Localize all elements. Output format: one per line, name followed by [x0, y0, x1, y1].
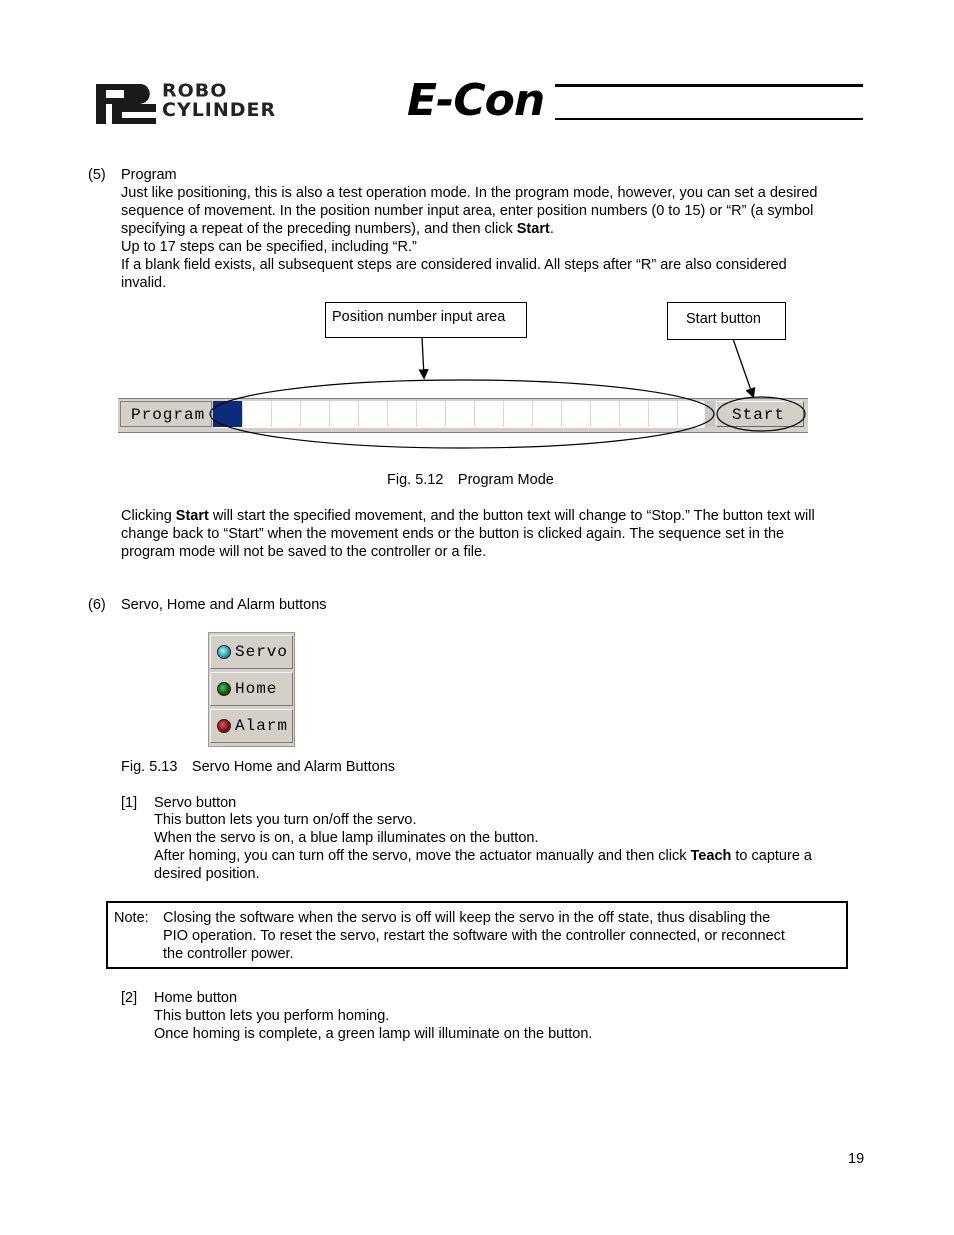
input-area-ellipse [210, 380, 714, 448]
section-5-line-4: Up to 17 steps can be specified, including “R.” [121, 239, 417, 255]
fig-5-12-caption: Fig. 5.12 Program Mode [387, 472, 554, 488]
home-lamp-icon [217, 682, 231, 696]
note-line-2: PIO operation. To reset the servo, restart the software with the controller connected, or reconnect [163, 928, 785, 944]
page-number: 19 [848, 1151, 865, 1167]
section-6-title: Servo, Home and Alarm buttons [121, 597, 327, 613]
item-2-line-1: This button lets you perform homing. [154, 1008, 390, 1024]
section-5-line-1: Just like positioning, this is also a test operation mode. In the program mode, however, you can set a desired [121, 185, 818, 201]
item-2-line-2: Once homing is complete, a green lamp will illuminate on the button. [154, 1026, 593, 1042]
section-5-title: Program [121, 167, 177, 183]
servo-button-label: Servo [235, 643, 289, 661]
start-para-line-2: change back to “Start” when the movement ends or the button is clicked again. The sequence set in the [121, 526, 785, 542]
start-button-ellipse [717, 397, 805, 431]
section-5-line-3: specifying a repeat of the preceding numbers), and then click Start. [121, 221, 554, 237]
start-button[interactable]: Start [716, 401, 804, 427]
item-2-number: [2] [121, 990, 138, 1006]
alarm-button-label: Alarm [235, 717, 289, 735]
item-1-number: [1] [121, 795, 138, 811]
note-line-3: the controller power. [163, 946, 294, 962]
servo-button[interactable] [210, 635, 293, 669]
callout-start-button: Start button [667, 302, 786, 340]
item-2-title: Home button [154, 990, 238, 1006]
start-para-line-3: program mode will not be saved to the controller or a file. [121, 544, 487, 560]
highlight-ellipses [0, 0, 954, 460]
section-5-line-6: invalid. [121, 275, 167, 291]
item-1-line-4: desired position. [154, 866, 260, 882]
callout-position-input: Position number input area [325, 302, 527, 338]
item-1-line-1: This button lets you turn on/off the servo. [154, 812, 417, 828]
note-line-1: Closing the software when the servo is off will keep the servo in the off state, thus disabling the [163, 910, 771, 926]
fig-5-13-caption: Fig. 5.13 Servo Home and Alarm Buttons [121, 759, 396, 775]
section-6-number: (6) [88, 597, 106, 613]
product-logo: E-Con [407, 75, 545, 126]
section-5-number: (5) [88, 167, 106, 183]
start-para-line-1: Clicking Start will start the specified movement, and the button text will change to “Stop.” The button text will [121, 508, 815, 524]
servo-lamp-icon [217, 645, 231, 659]
alarm-lamp-icon [217, 719, 231, 733]
note-label: Note: [114, 910, 149, 926]
logo-wordmark: ROBO CYLINDER [162, 80, 277, 121]
item-1-line-3: After homing, you can turn off the servo, move the actuator manually and then click Teach to capture a [154, 848, 812, 864]
section-5-line-5: If a blank field exists, all subsequent steps are considered invalid. All steps after “R” are also considered [121, 257, 787, 273]
section-5-line-2: sequence of movement. In the position number input area, enter position numbers (0 to 15) or “R” (a symbol [121, 203, 814, 219]
home-button-label: Home [235, 680, 278, 698]
home-button[interactable] [210, 672, 293, 706]
item-1-line-2: When the servo is on, a blue lamp illuminates on the button. [154, 830, 539, 846]
item-1-title: Servo button [154, 795, 237, 811]
program-mode-label: Program [120, 401, 212, 427]
alarm-button[interactable] [210, 709, 293, 743]
